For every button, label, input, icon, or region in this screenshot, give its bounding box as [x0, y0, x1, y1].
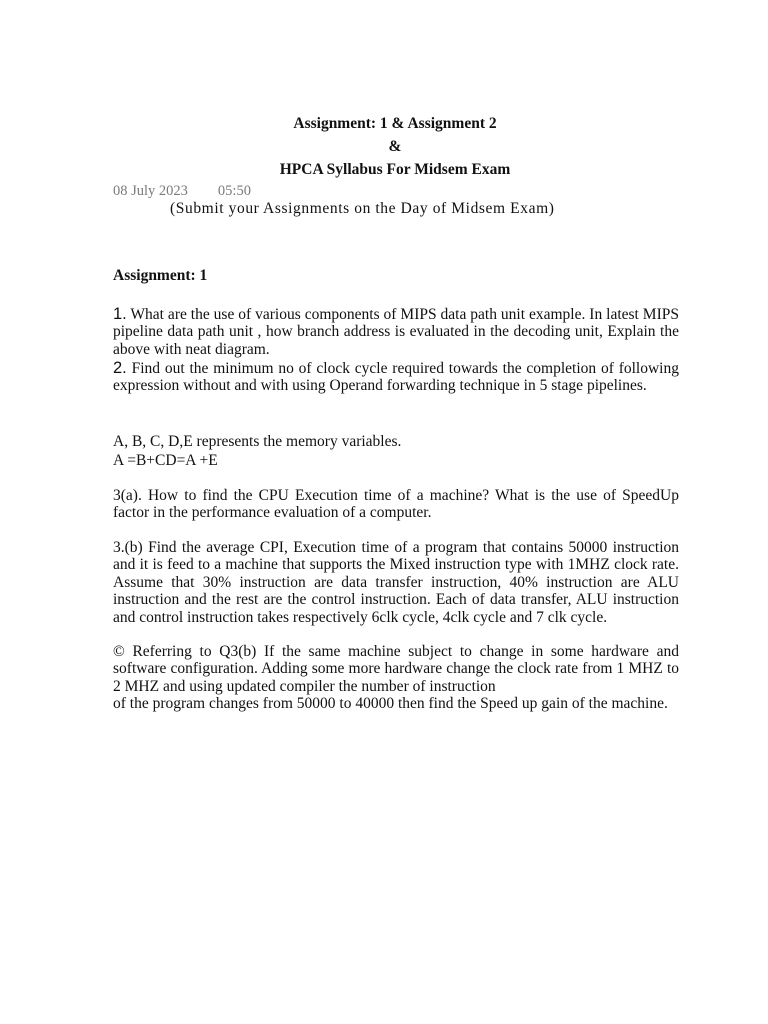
question-2	[113, 360, 679, 395]
assignment-heading: Assignment: 1	[113, 267, 208, 284]
date-time-line	[113, 183, 251, 200]
question-2-number: 2.	[113, 359, 127, 377]
question-1-text: What are the use of various components of MIPS data path unit example. In latest MIPS pipeline data path unit , how branch address is evaluated in the decoding unit, Explain the above with neat diagram.	[113, 306, 679, 358]
question-3a: 3(a). How to find the CPU Execution time of a machine? What is the use of SpeedUp factor in the performance evaluation of a computer.	[113, 487, 679, 522]
question-2-text: Find out the minimum no of clock cycle required towards the completion of following expression without and with using Operand forwarding technique in 5 stage pipelines.	[113, 360, 679, 395]
question-3c-part-2: of the program changes from 50000 to 40000 then find the Speed up gain of the machine.	[113, 695, 668, 713]
question-1	[113, 306, 679, 358]
time-text: 05:50	[217, 183, 251, 199]
question-3c-part-1: © Referring to Q3(b) If the same machine subject to change in some hardware and software configuration. Adding some more hardware change the clock rate from 1 MHZ to 2 MHZ and using updated compiler the number of instruction	[113, 643, 679, 695]
question-1-number: 1.	[113, 305, 127, 323]
title-line-2: &	[388, 138, 402, 155]
submit-note: (Submit your Assignments on the Day of Midsem Exam)	[170, 200, 555, 217]
question-3c	[113, 643, 679, 713]
title-line-1: Assignment: 1 & Assignment 2	[293, 115, 497, 132]
question-3b: 3.(b) Find the average CPI, Execution time of a program that contains 50000 instruction and it is feed to a machine that supports the Mixed instruction type with 1MHZ clock rate. Assume that 30% instruction are data transfer instruction, 40% instruction are ALU instruction and the rest are the control instruction. Each of data transfer, ALU instruction and control instruction takes respectively 6clk cycle, 4clk cycle and 7 clk cycle.	[113, 539, 679, 626]
title-line-3: HPCA Syllabus For Midsem Exam	[279, 161, 511, 178]
expression-line: A =B+CD=A +E	[113, 452, 218, 469]
memory-variables-line: A, B, C, D,E represents the memory variables.	[113, 433, 402, 450]
date-text: 08 July 2023	[113, 183, 188, 199]
